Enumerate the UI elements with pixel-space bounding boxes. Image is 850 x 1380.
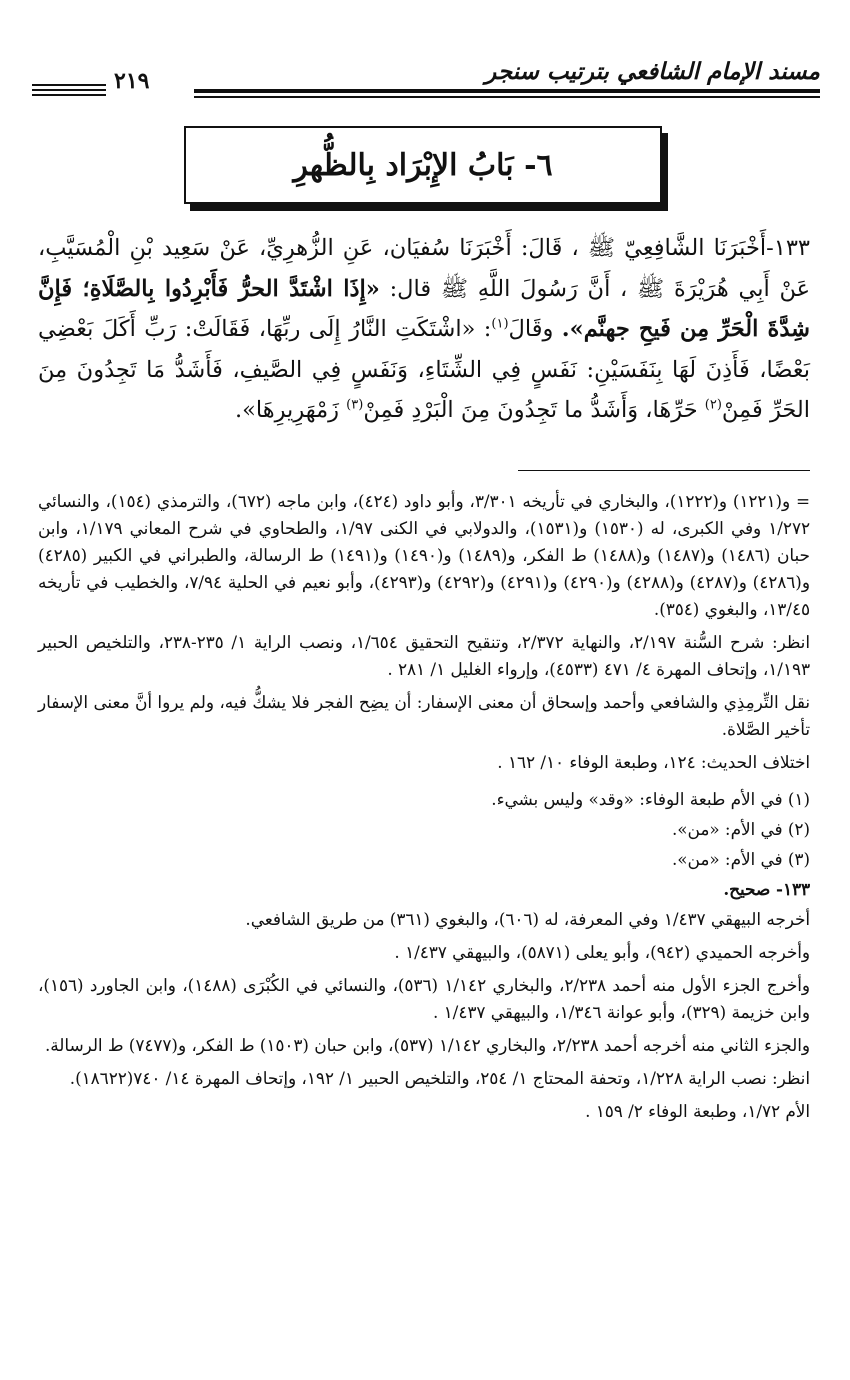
- page-number: ٢١٩: [114, 68, 150, 94]
- chapter-heading-box: [184, 126, 662, 204]
- footnote-divider: [518, 470, 810, 471]
- footnote-3: (٣) في الأم: «من».: [671, 849, 810, 869]
- note-humaidi: وأخرجه الحميدي (٩٤٢)، وأبو يعلى (٥٨٧١)، والبيهقي ١/٤٣٧ .: [394, 942, 810, 962]
- hadith-text: [38, 228, 810, 431]
- hadith-isnad: ١٣٣-أَخْبَرَنَا الشَّافِعِيّ ﷺ ، قَالَ: أَخْبَرَنَا سُفيَان، عَنِ الزُّهرِيِّ، عَنْ سَعِيد بْنِ الْمُسَيَّبِ، عَنْ أَبِي هُرَيْرَةَ ﷺ ، أَنَّ رَسُولَ اللَّهِ ﷺ قال:: [38, 235, 810, 302]
- note-anzur: انظر: نصب الراية ١/٢٢٨، وتحفة المحتاج ١/ ٢٥٤، والتلخيص الحبير ١/ ١٩٢، وإتحاف المهرة ١٤/ ٧٤٠(١٨٦٢٢).: [69, 1068, 810, 1088]
- footnote-ref-3: (٣): [346, 397, 364, 413]
- chapter-title: ٦- بَابُ الإِبْرَاد بِالظُّهرِ: [293, 147, 553, 183]
- hadith-matn-1: «إِذَا اشْتَدَّ الحرُّ فَأَبْرِدُوا بِالصَّلَاةِ؛ فَإِنَّ شِدَّةَ الْحَرِّ مِن فَيحِ جهنَّم».: [38, 275, 810, 342]
- footnote-ref-2: (٢): [704, 397, 722, 413]
- note-umm: الأم ١/٧٢، وطبعة الوفاء ٢/ ١٥٩ .: [585, 1101, 810, 1121]
- note-part-two: والجزء الثاني منه أخرجه أحمد ٢/٢٣٨، والبخاري ١/١٤٢ (٥٣٧)، وابن حبان (١٥٠٣) ط الفكر، و(٧٤٧٧) ط الرسالة.: [44, 1035, 810, 1055]
- hadith-said: وقَالَ: [508, 316, 554, 342]
- note-takhrij-cont: = و(١٢٢١) و(١٢٢٢)، والبخاري في تأريخه ٣/٣٠١، وأبو داود (٤٢٤)، وابن ماجه (٦٧٢)، والترمذي (١٥٤)، والنسائي ١/٢٧٢ وفي الكبرى، له (١٥٣٠) و(١٥٣١)، والدولابي في الكنى ١/٩٧، والطحاوي في شرح المعاني ١/١٧٩، وابن حبان (١٤٨٦) و(١٤٨٧) و(١٤٨٨) ط الفكر، و(١٤٨٩) و(١٤٩٠) و(١٤٩١) ط الرسالة، والطبراني في الكبير (٤٢٨٥) و(٤٢٨٦) و(٤٢٨٧) و(٤٢٨٨) و(٤٢٩٠) و(٤٢٩١) و(٤٢٩٢) و(٤٢٩٣)، وأبو نعيم في الحلية ٧/٩٤، والخطيب في تأريخه ١٣/٤٥، والبغوي (٣٥٤).: [38, 491, 811, 619]
- running-header: [30, 58, 820, 102]
- note-part-one: وأخرج الجزء الأول منه أحمد ٢/٢٣٨، والبخاري ١/١٤٢ (٥٣٦)، والنسائي في الكُبْرَى (١٤٨٨)، وابن الجاورد (١٥٦)، وابن خزيمة (٣٢٩)، وأبو عوانة ١/٣٤٦، والبيهقي ١/٤٣٧ .: [38, 975, 810, 1022]
- footnote-1: (١) في الأم طبعة الوفاء: «وقد» وليس بشيء.: [491, 789, 810, 809]
- header-rule: [194, 89, 820, 93]
- footnotes: [38, 488, 810, 1131]
- grade-heading: ١٣٣- صحيح.: [723, 879, 810, 899]
- running-title: مسند الإمام الشافعي بترتيب سنجر: [485, 58, 820, 85]
- note-refs: انظر: شرح السُّنة ٢/١٩٧، والنهاية ٢/٣٧٢، وتنقيح التحقيق ١/٦٥٤، ونصب الراية ١/ ٢٣٥-٢٣٨، والتلخيص الحبير ١/١٩٣، وإتحاف المهرة ٤/ ٤٧١ (٤٥٣٣)، وإرواء الغليل ١/ ٢٨١ .: [38, 632, 810, 679]
- note-isfar: نقل التِّرمِذِي والشافعي وأحمد وإسحاق أن معنى الإسفار: أن يضِح الفجر فلا يشكُّ فيه، ولم يروا أنَّ معنى الإسفار تأخير الصَّلاة.: [38, 692, 810, 739]
- note-ikhtilaf: اختلاف الحديث: ١٢٤، وطبعة الوفاء ١٠/ ١٦٢ .: [497, 752, 810, 772]
- hadith-matn-4: زَمْهَرِيرِهَا».: [235, 397, 347, 423]
- footnote-2: (٢) في الأم: «من».: [671, 819, 810, 839]
- hadith-matn-3: حَرِّهَا، وَأَشَدُّ ما تَجِدُونَ مِنَ الْبَرْدِ فَمِنْ: [363, 397, 705, 423]
- header-rule-short: [32, 84, 106, 99]
- footnote-ref-1: (١): [491, 316, 509, 332]
- note-baihaqi: أخرجه البيهقي ١/٤٣٧ وفي المعرفة، له (٦٠٦)، والبغوي (٣٦١) من طريق الشافعي.: [245, 909, 810, 929]
- hadith-matn-2: : «اشْتَكَتِ النَّارُ إِلَى ربِّهَا، فَقَالَتْ: رَبِّ أَكَلَ بَعْضِي بَعْضًا، فَأَذِنَ لَهَا بِنَفَسَيْنِ: نَفَسٍ فِي الشِّتَاءِ، وَنَفَسٍ فِي الصَّيفِ، فَأَشَدُّ مَا تَجِدُونَ مِنَ الحَرِّ فَمِنْ: [38, 316, 810, 423]
